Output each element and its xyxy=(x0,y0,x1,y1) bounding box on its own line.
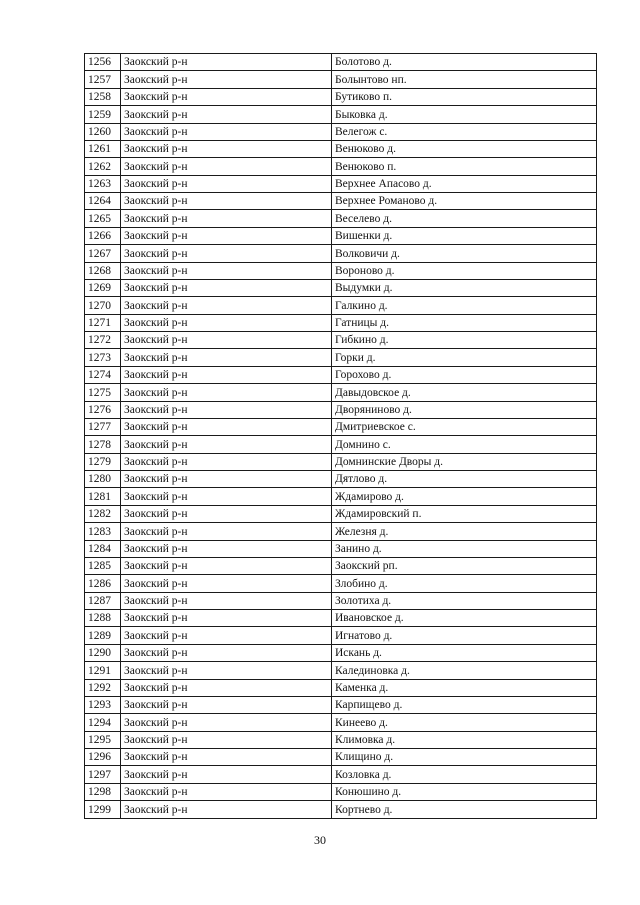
settlement-cell: Железня д. xyxy=(332,523,597,540)
settlement-cell: Золотиха д. xyxy=(332,592,597,609)
district-cell: Заокский р-н xyxy=(121,714,332,731)
table-row xyxy=(85,627,597,644)
settlement-cell: Злобино д. xyxy=(332,575,597,592)
row-number-cell: 1262 xyxy=(85,158,121,175)
row-number-cell: 1295 xyxy=(85,731,121,748)
district-cell: Заокский р-н xyxy=(121,158,332,175)
row-number-cell: 1273 xyxy=(85,349,121,366)
district-cell: Заокский р-н xyxy=(121,610,332,627)
settlement-cell: Занино д. xyxy=(332,540,597,557)
row-number-cell: 1267 xyxy=(85,245,121,262)
district-cell: Заокский р-н xyxy=(121,123,332,140)
district-cell: Заокский р-н xyxy=(121,245,332,262)
district-cell: Заокский р-н xyxy=(121,193,332,210)
settlement-cell: Болынтово нп. xyxy=(332,71,597,88)
settlement-cell: Каменка д. xyxy=(332,679,597,696)
row-number-cell: 1275 xyxy=(85,384,121,401)
settlement-cell: Горки д. xyxy=(332,349,597,366)
row-number-cell: 1258 xyxy=(85,88,121,105)
district-cell: Заокский р-н xyxy=(121,749,332,766)
row-number-cell: 1257 xyxy=(85,71,121,88)
table-row xyxy=(85,592,597,609)
row-number-cell: 1280 xyxy=(85,471,121,488)
settlement-cell: Горохово д. xyxy=(332,366,597,383)
row-number-cell: 1269 xyxy=(85,279,121,296)
table-row xyxy=(85,349,597,366)
settlement-cell: Домнино с. xyxy=(332,436,597,453)
settlement-cell: Галкино д. xyxy=(332,297,597,314)
settlement-cell: Велегож с. xyxy=(332,123,597,140)
settlement-cell: Игнатово д. xyxy=(332,627,597,644)
row-number-cell: 1293 xyxy=(85,696,121,713)
district-cell: Заокский р-н xyxy=(121,540,332,557)
row-number-cell: 1296 xyxy=(85,749,121,766)
settlement-cell: Козловка д. xyxy=(332,766,597,783)
settlement-cell: Венюково п. xyxy=(332,158,597,175)
district-cell: Заокский р-н xyxy=(121,505,332,522)
row-number-cell: 1291 xyxy=(85,662,121,679)
settlement-cell: Ждамирово д. xyxy=(332,488,597,505)
table-row xyxy=(85,193,597,210)
settlement-cell: Ивановское д. xyxy=(332,610,597,627)
row-number-cell: 1290 xyxy=(85,644,121,661)
district-cell: Заокский р-н xyxy=(121,627,332,644)
table-row xyxy=(85,436,597,453)
row-number-cell: 1276 xyxy=(85,401,121,418)
settlement-cell: Искань д. xyxy=(332,644,597,661)
row-number-cell: 1278 xyxy=(85,436,121,453)
table-row xyxy=(85,314,597,331)
table-row xyxy=(85,88,597,105)
row-number-cell: 1287 xyxy=(85,592,121,609)
row-number-cell: 1268 xyxy=(85,262,121,279)
district-cell: Заокский р-н xyxy=(121,210,332,227)
settlement-cell: Заокский рп. xyxy=(332,557,597,574)
settlement-cell: Дмитриевское с. xyxy=(332,418,597,435)
settlement-cell: Домнинские Дворы д. xyxy=(332,453,597,470)
district-cell: Заокский р-н xyxy=(121,88,332,105)
table-row xyxy=(85,366,597,383)
district-cell: Заокский р-н xyxy=(121,401,332,418)
district-cell: Заокский р-н xyxy=(121,679,332,696)
table-row xyxy=(85,766,597,783)
table-row xyxy=(85,679,597,696)
table-row xyxy=(85,106,597,123)
district-cell: Заокский р-н xyxy=(121,453,332,470)
table-row xyxy=(85,123,597,140)
district-cell: Заокский р-н xyxy=(121,731,332,748)
settlement-cell: Калединовка д. xyxy=(332,662,597,679)
district-cell: Заокский р-н xyxy=(121,175,332,192)
row-number-cell: 1263 xyxy=(85,175,121,192)
settlement-cell: Вишенки д. xyxy=(332,227,597,244)
table-row xyxy=(85,453,597,470)
table-row xyxy=(85,210,597,227)
settlement-cell: Вороново д. xyxy=(332,262,597,279)
row-number-cell: 1298 xyxy=(85,783,121,800)
table-row xyxy=(85,523,597,540)
settlement-cell: Венюково д. xyxy=(332,140,597,157)
district-cell: Заокский р-н xyxy=(121,349,332,366)
table-row xyxy=(85,644,597,661)
table-row xyxy=(85,158,597,175)
table-row xyxy=(85,662,597,679)
district-cell: Заокский р-н xyxy=(121,766,332,783)
row-number-cell: 1286 xyxy=(85,575,121,592)
district-cell: Заокский р-н xyxy=(121,297,332,314)
district-cell: Заокский р-н xyxy=(121,262,332,279)
district-cell: Заокский р-н xyxy=(121,801,332,818)
row-number-cell: 1297 xyxy=(85,766,121,783)
district-cell: Заокский р-н xyxy=(121,279,332,296)
table-row xyxy=(85,418,597,435)
table-row xyxy=(85,801,597,818)
settlement-cell: Ждамировский п. xyxy=(332,505,597,522)
table-row xyxy=(85,610,597,627)
settlements-table-body xyxy=(85,54,597,819)
table-row xyxy=(85,540,597,557)
district-cell: Заокский р-н xyxy=(121,418,332,435)
table-row xyxy=(85,731,597,748)
settlement-cell: Конюшино д. xyxy=(332,783,597,800)
row-number-cell: 1294 xyxy=(85,714,121,731)
settlement-cell: Волковичи д. xyxy=(332,245,597,262)
district-cell: Заокский р-н xyxy=(121,783,332,800)
table-row xyxy=(85,332,597,349)
row-number-cell: 1272 xyxy=(85,332,121,349)
row-number-cell: 1279 xyxy=(85,453,121,470)
settlement-cell: Верхнее Апасово д. xyxy=(332,175,597,192)
row-number-cell: 1292 xyxy=(85,679,121,696)
district-cell: Заокский р-н xyxy=(121,71,332,88)
table-row xyxy=(85,557,597,574)
table-row xyxy=(85,749,597,766)
settlement-cell: Гибкино д. xyxy=(332,332,597,349)
settlement-cell: Веселево д. xyxy=(332,210,597,227)
table-row xyxy=(85,175,597,192)
settlement-cell: Клищино д. xyxy=(332,749,597,766)
district-cell: Заокский р-н xyxy=(121,696,332,713)
table-row xyxy=(85,505,597,522)
row-number-cell: 1259 xyxy=(85,106,121,123)
district-cell: Заокский р-н xyxy=(121,471,332,488)
row-number-cell: 1284 xyxy=(85,540,121,557)
row-number-cell: 1274 xyxy=(85,366,121,383)
district-cell: Заокский р-н xyxy=(121,644,332,661)
table-row xyxy=(85,384,597,401)
district-cell: Заокский р-н xyxy=(121,662,332,679)
settlements-table xyxy=(84,53,597,819)
table-row xyxy=(85,471,597,488)
table-row xyxy=(85,783,597,800)
district-cell: Заокский р-н xyxy=(121,575,332,592)
table-row xyxy=(85,696,597,713)
district-cell: Заокский р-н xyxy=(121,106,332,123)
settlement-cell: Выдумки д. xyxy=(332,279,597,296)
row-number-cell: 1283 xyxy=(85,523,121,540)
district-cell: Заокский р-н xyxy=(121,488,332,505)
settlement-cell: Кортнево д. xyxy=(332,801,597,818)
table-row xyxy=(85,714,597,731)
row-number-cell: 1270 xyxy=(85,297,121,314)
row-number-cell: 1264 xyxy=(85,193,121,210)
row-number-cell: 1261 xyxy=(85,140,121,157)
table-row xyxy=(85,54,597,71)
row-number-cell: 1289 xyxy=(85,627,121,644)
table-row xyxy=(85,279,597,296)
settlement-cell: Болотово д. xyxy=(332,54,597,71)
district-cell: Заокский р-н xyxy=(121,436,332,453)
row-number-cell: 1266 xyxy=(85,227,121,244)
settlement-cell: Гатницы д. xyxy=(332,314,597,331)
settlement-cell: Климовка д. xyxy=(332,731,597,748)
district-cell: Заокский р-н xyxy=(121,227,332,244)
table-row xyxy=(85,227,597,244)
settlement-cell: Бутиково п. xyxy=(332,88,597,105)
district-cell: Заокский р-н xyxy=(121,557,332,574)
row-number-cell: 1271 xyxy=(85,314,121,331)
settlement-cell: Дятлово д. xyxy=(332,471,597,488)
table-row xyxy=(85,297,597,314)
table-row xyxy=(85,401,597,418)
settlement-cell: Быковка д. xyxy=(332,106,597,123)
district-cell: Заокский р-н xyxy=(121,366,332,383)
row-number-cell: 1260 xyxy=(85,123,121,140)
district-cell: Заокский р-н xyxy=(121,592,332,609)
table-row xyxy=(85,71,597,88)
row-number-cell: 1265 xyxy=(85,210,121,227)
row-number-cell: 1285 xyxy=(85,557,121,574)
settlement-cell: Верхнее Романово д. xyxy=(332,193,597,210)
row-number-cell: 1256 xyxy=(85,54,121,71)
settlement-cell: Давыдовское д. xyxy=(332,384,597,401)
district-cell: Заокский р-н xyxy=(121,54,332,71)
district-cell: Заокский р-н xyxy=(121,314,332,331)
settlement-cell: Карпищево д. xyxy=(332,696,597,713)
row-number-cell: 1281 xyxy=(85,488,121,505)
district-cell: Заокский р-н xyxy=(121,384,332,401)
district-cell: Заокский р-н xyxy=(121,523,332,540)
row-number-cell: 1277 xyxy=(85,418,121,435)
row-number-cell: 1282 xyxy=(85,505,121,522)
table-row xyxy=(85,245,597,262)
page-number: 30 xyxy=(314,833,326,847)
district-cell: Заокский р-н xyxy=(121,332,332,349)
district-cell: Заокский р-н xyxy=(121,140,332,157)
row-number-cell: 1288 xyxy=(85,610,121,627)
table-row xyxy=(85,262,597,279)
table-row xyxy=(85,488,597,505)
table-row xyxy=(85,575,597,592)
row-number-cell: 1299 xyxy=(85,801,121,818)
table-row xyxy=(85,140,597,157)
settlement-cell: Дворяниново д. xyxy=(332,401,597,418)
settlement-cell: Кинеево д. xyxy=(332,714,597,731)
